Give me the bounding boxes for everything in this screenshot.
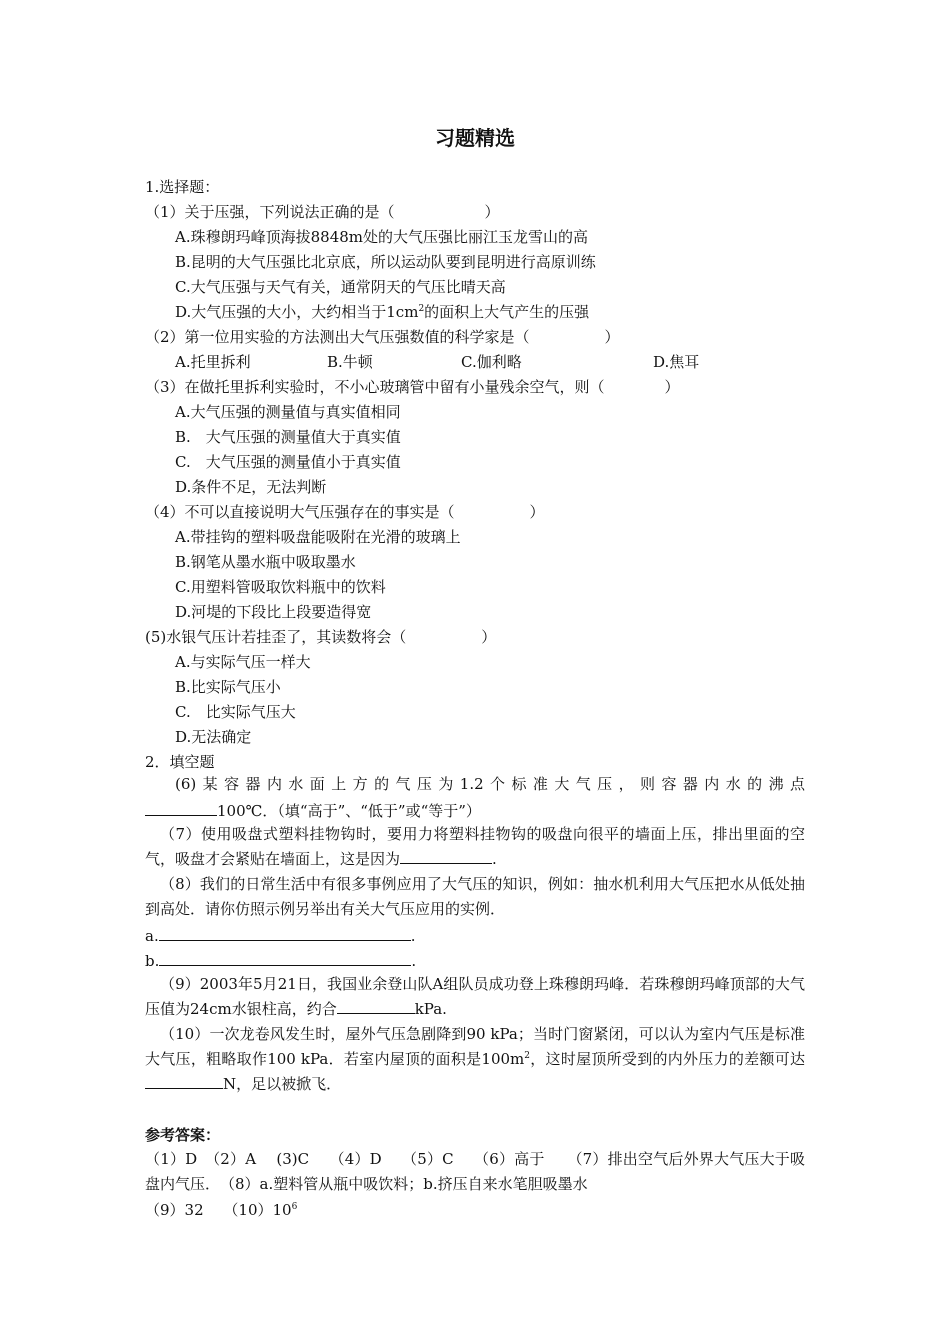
q5-option-d: D.无法确定 (175, 728, 252, 746)
q6-line1: (6)某容器内水面上方的气压为1.2个标准大气压，则容器内水的沸点 (175, 775, 805, 793)
q4-option-c: C.用塑料管吸取饮料瓶中的饮料 (175, 578, 386, 596)
q6-line2 (145, 800, 481, 821)
q1-option-d-sup: 2 (418, 304, 425, 314)
q2-stem: （2）第一位用实验的方法测出大气压强数值的科学家是（ ） (145, 328, 620, 346)
q8-b-blank[interactable] (159, 950, 411, 966)
q10-text-end: N，足以被掀飞． (223, 1075, 342, 1093)
q3-stem: （3）在做托里拆利实验时，不小心玻璃管中留有小量残余空气，则（ ） (145, 378, 680, 396)
q10-text-main: （10）一次龙卷风发生时，屋外气压急剧降到90 kPa；当时门窗紧闭，可以认为室内气压是标准大气压，粗略取作100 kPa．若室内屋顶的面积是100m (145, 1025, 805, 1068)
q4-option-b: B.钢笔从墨水瓶中吸取墨水 (175, 553, 356, 571)
answers-line3 (145, 1200, 297, 1220)
q10-text-mid: ，这时屋顶所受到的内外压力的差额可达 (529, 1050, 805, 1068)
q3-option-c: C. 大气压强的测量值小于真实值 (175, 453, 401, 471)
q5-option-b: B.比实际气压小 (175, 678, 281, 696)
q9-text (145, 972, 805, 1022)
q6-blank[interactable] (145, 800, 217, 816)
q4-option-a: A.带挂钩的塑料吸盘能吸附在光滑的玻璃上 (175, 528, 461, 546)
q3-option-a: A.大气压强的测量值与真实值相同 (175, 403, 401, 421)
q8-a-label: a. (145, 927, 159, 945)
q5-option-a: A.与实际气压一样大 (175, 653, 311, 671)
q3-option-d: D.条件不足，无法判断 (175, 478, 327, 496)
q9-text-main: （9）2003年5月21日，我国业余登山队A组队员成功登上珠穆朗玛峰．若珠穆朗玛峰顶部的大气压值为24cm水银柱高，约合 (145, 975, 805, 1018)
q1-option-d-post: 的面积上大气产生的压强 (424, 303, 590, 321)
q6-text-end: 100℃．（填“高于”、“低于”或“等于”） (217, 802, 481, 820)
q2-option-b: B.牛顿 (327, 353, 373, 371)
answers-line3-pre: （9）32 （10）10 (145, 1201, 292, 1219)
q8-text: （8）我们的日常生活中有很多事例应用了大气压的知识，例如：抽水机利用大气压把水从低处抽到高处．请你仿照示例另举出有关大气压应用的实例． (145, 875, 805, 918)
q7-text-main: （7）使用吸盘式塑料挂物钩时，要用力将塑料挂物钩的吸盘向很平的墙面上压，排出里面的空气，吸盘才会紧贴在墙面上，这是因为 (145, 825, 805, 868)
q5-stem: (5)水银气压计若挂歪了，其读数将会（ ） (145, 628, 497, 646)
q10-sup: 2 (524, 1051, 530, 1061)
q8-a-end: . (410, 927, 416, 945)
section-choice-heading: 1.选择题： (145, 178, 220, 196)
q8-b-end: . (411, 952, 417, 970)
q1-option-c: C.大气压强与天气有关，通常阴天的气压比晴天高 (175, 278, 506, 296)
q1-stem: （1）关于压强，下列说法正确的是（ ） (145, 203, 500, 221)
section-fill-heading: 2．填空题 (145, 753, 215, 771)
q7-text-end: . (492, 850, 497, 868)
q10-blank[interactable] (145, 1073, 223, 1089)
q2-option-d: D.焦耳 (653, 353, 700, 371)
page-title: 习题精选 (435, 126, 515, 150)
q4-stem: （4）不可以直接说明大气压强存在的事实是（ ） (145, 503, 545, 521)
q8-b-label: b. (145, 952, 160, 970)
q8-a-blank[interactable] (159, 925, 411, 941)
q7-text (145, 822, 805, 872)
q1-option-b: B.昆明的大气压强比北京底，所以运动队要到昆明进行高原训练 (175, 253, 596, 271)
answers-heading: 参考答案： (145, 1126, 221, 1144)
q9-text-end: kPa. (414, 1000, 447, 1018)
q3-option-b: B. 大气压强的测量值大于真实值 (175, 428, 401, 446)
q8-answer-a (145, 925, 416, 946)
q1-option-d-pre: D.大气压强的大小，大约相当于1cm (175, 303, 419, 321)
answers-text: （1）D （2）A (3)C （4）D （5）C （6）高于 （7）排出空气后外界大气压大于吸盘内气压． （8）a.塑料管从瓶中吸饮料；b.挤压自来水笔胆吸墨水 (145, 1150, 805, 1193)
q2-option-c: C.伽利略 (461, 353, 522, 371)
q9-blank[interactable] (337, 998, 415, 1014)
answers-line3-sup: 6 (291, 1202, 298, 1212)
q1-option-d (175, 302, 589, 322)
q5-option-c: C. 比实际气压大 (175, 703, 296, 721)
q2-option-a: A.托里拆利 (175, 353, 251, 371)
q7-blank[interactable] (400, 848, 492, 864)
q1-option-a: A.珠穆朗玛峰顶海拔8848m处的大气压强比丽江玉龙雪山的高 (175, 228, 589, 246)
q10-text (145, 1022, 805, 1097)
q4-option-d: D.河堤的下段比上段要造得宽 (175, 603, 372, 621)
q2-options (175, 352, 699, 372)
q8-answer-b (145, 950, 416, 971)
